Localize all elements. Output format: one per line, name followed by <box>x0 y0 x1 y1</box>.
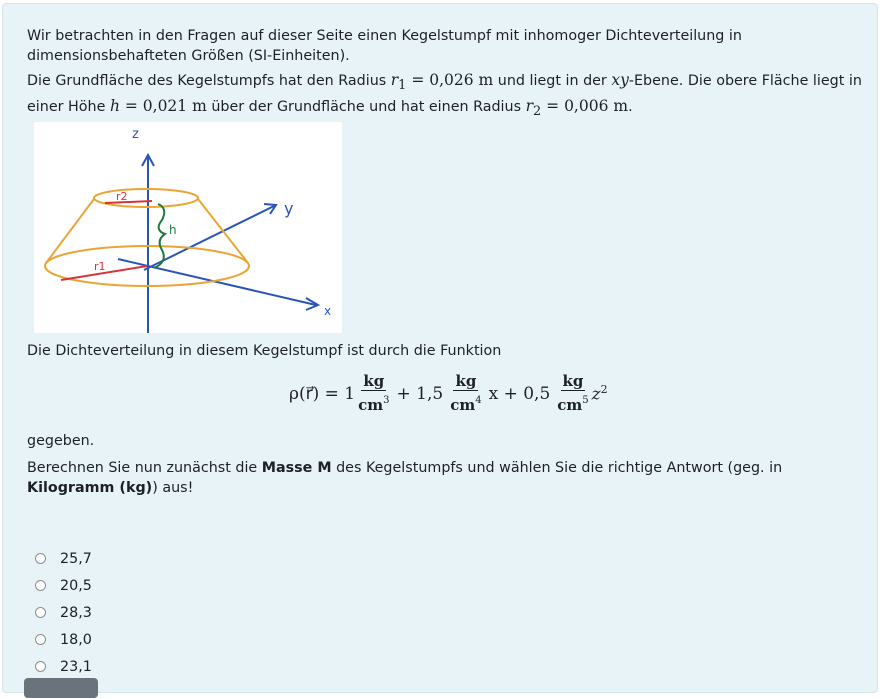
r2-value: = 0,006 m <box>541 97 629 116</box>
question-bold-unit: Kilogramm (kg) <box>27 480 153 496</box>
question-prompt <box>27 458 817 498</box>
answer-option-2[interactable] <box>35 572 92 599</box>
answer-label: 18,0 <box>60 631 92 648</box>
unit-3-num: kg <box>562 372 584 390</box>
question-panel <box>2 3 878 693</box>
intro-text-c: -Ebene. Die obere Fläche liegt in einer Höhe <box>27 73 862 116</box>
unit-3-den-base: cm <box>557 396 583 414</box>
answer-options <box>35 545 92 680</box>
radio-button[interactable] <box>35 580 46 591</box>
label-z: z <box>132 127 139 142</box>
answer-option-1[interactable] <box>35 545 92 572</box>
question-text-b: des Kegelstumpfs und wählen Sie die richtige Antwort (geg. in <box>331 460 783 476</box>
unit-3-exp: 5 <box>582 395 589 406</box>
question-text-a: Berechnen Sie nun zunächst die <box>27 460 262 476</box>
label-h: h <box>169 223 177 237</box>
unit-2 <box>450 372 481 415</box>
answer-option-3[interactable] <box>35 599 92 626</box>
answer-label: 28,3 <box>60 604 92 621</box>
intro-text-e: . <box>628 99 633 116</box>
label-r1: r1 <box>94 260 106 273</box>
unit-1-den-base: cm <box>358 396 384 414</box>
frustum-diagram <box>34 122 342 333</box>
h-symbol: h <box>109 97 120 116</box>
unit-2-den <box>450 391 481 415</box>
intro-line-1: Wir betrachten in den Fragen auf dieser Seite einen Kegelstumpf mit inhomoger Dichteverteilung in dimensionsbehafteten Größen (SI-Einheiten). <box>27 28 742 64</box>
radio-button[interactable] <box>35 607 46 618</box>
density-formula <box>289 372 608 415</box>
formula-z: z <box>591 384 601 405</box>
unit-1-num: kg <box>363 372 385 390</box>
r1-symbol: r <box>390 71 399 89</box>
intro-text-d: über der Grundfläche und hat einen Radius <box>206 99 526 116</box>
question-bold-mass: Masse M <box>261 460 332 476</box>
r2-formula <box>525 97 629 120</box>
frustum-figure <box>34 122 342 333</box>
gegeben-text: gegeben. <box>27 433 95 449</box>
density-intro: Die Dichteverteilung in diesem Kegelstumpf ist durch die Funktion <box>27 343 502 359</box>
unit-2-exp: 4 <box>475 395 482 406</box>
radius-r2-line <box>105 201 152 203</box>
answer-option-5[interactable] <box>35 653 92 680</box>
radio-button[interactable] <box>35 634 46 645</box>
unit-1-exp: 3 <box>383 395 390 406</box>
answer-label: 20,5 <box>60 577 92 594</box>
question-text-c: ) aus! <box>152 480 194 496</box>
r1-value: = 0,026 m <box>406 71 494 89</box>
unit-1-den <box>358 391 389 415</box>
unit-2-den-base: cm <box>450 396 476 414</box>
radio-button[interactable] <box>35 661 46 672</box>
answer-label: 23,1 <box>60 658 92 675</box>
top-ellipse <box>94 189 198 207</box>
answer-option-4[interactable] <box>35 626 92 653</box>
label-y: y <box>284 199 294 218</box>
intro-line-2 <box>27 70 862 122</box>
label-r2: r2 <box>116 190 128 203</box>
unit-3-den <box>557 391 588 415</box>
formula-term-2: + 1,5 <box>396 383 444 404</box>
label-x: x <box>324 304 332 318</box>
h-formula <box>110 97 207 115</box>
formula-lhs: ρ(r⃗) = 1 <box>289 383 356 404</box>
intro-text-a: Die Grundfläche des Kegelstumpfs hat den Radius <box>27 73 391 89</box>
r1-subscript: 1 <box>398 78 407 94</box>
r1-formula <box>390 71 494 94</box>
height-brace <box>154 204 165 268</box>
intro-text-b: und liegt in der <box>493 73 612 89</box>
unit-2-num: kg <box>455 372 477 390</box>
r2-symbol: r <box>525 97 534 116</box>
question-text <box>27 26 862 122</box>
unit-1 <box>358 372 389 415</box>
formula-term-3: x + 0,5 <box>488 383 551 404</box>
radio-button[interactable] <box>35 553 46 564</box>
xy-symbol: xy <box>611 71 629 89</box>
formula-term-4 <box>592 383 608 405</box>
formula-z-exp: 2 <box>600 382 608 396</box>
unit-3 <box>557 372 588 415</box>
r2-subscript: 2 <box>533 104 542 120</box>
check-button[interactable] <box>24 678 98 698</box>
h-value: = 0,021 m <box>119 97 207 116</box>
answer-label: 25,7 <box>60 550 92 567</box>
